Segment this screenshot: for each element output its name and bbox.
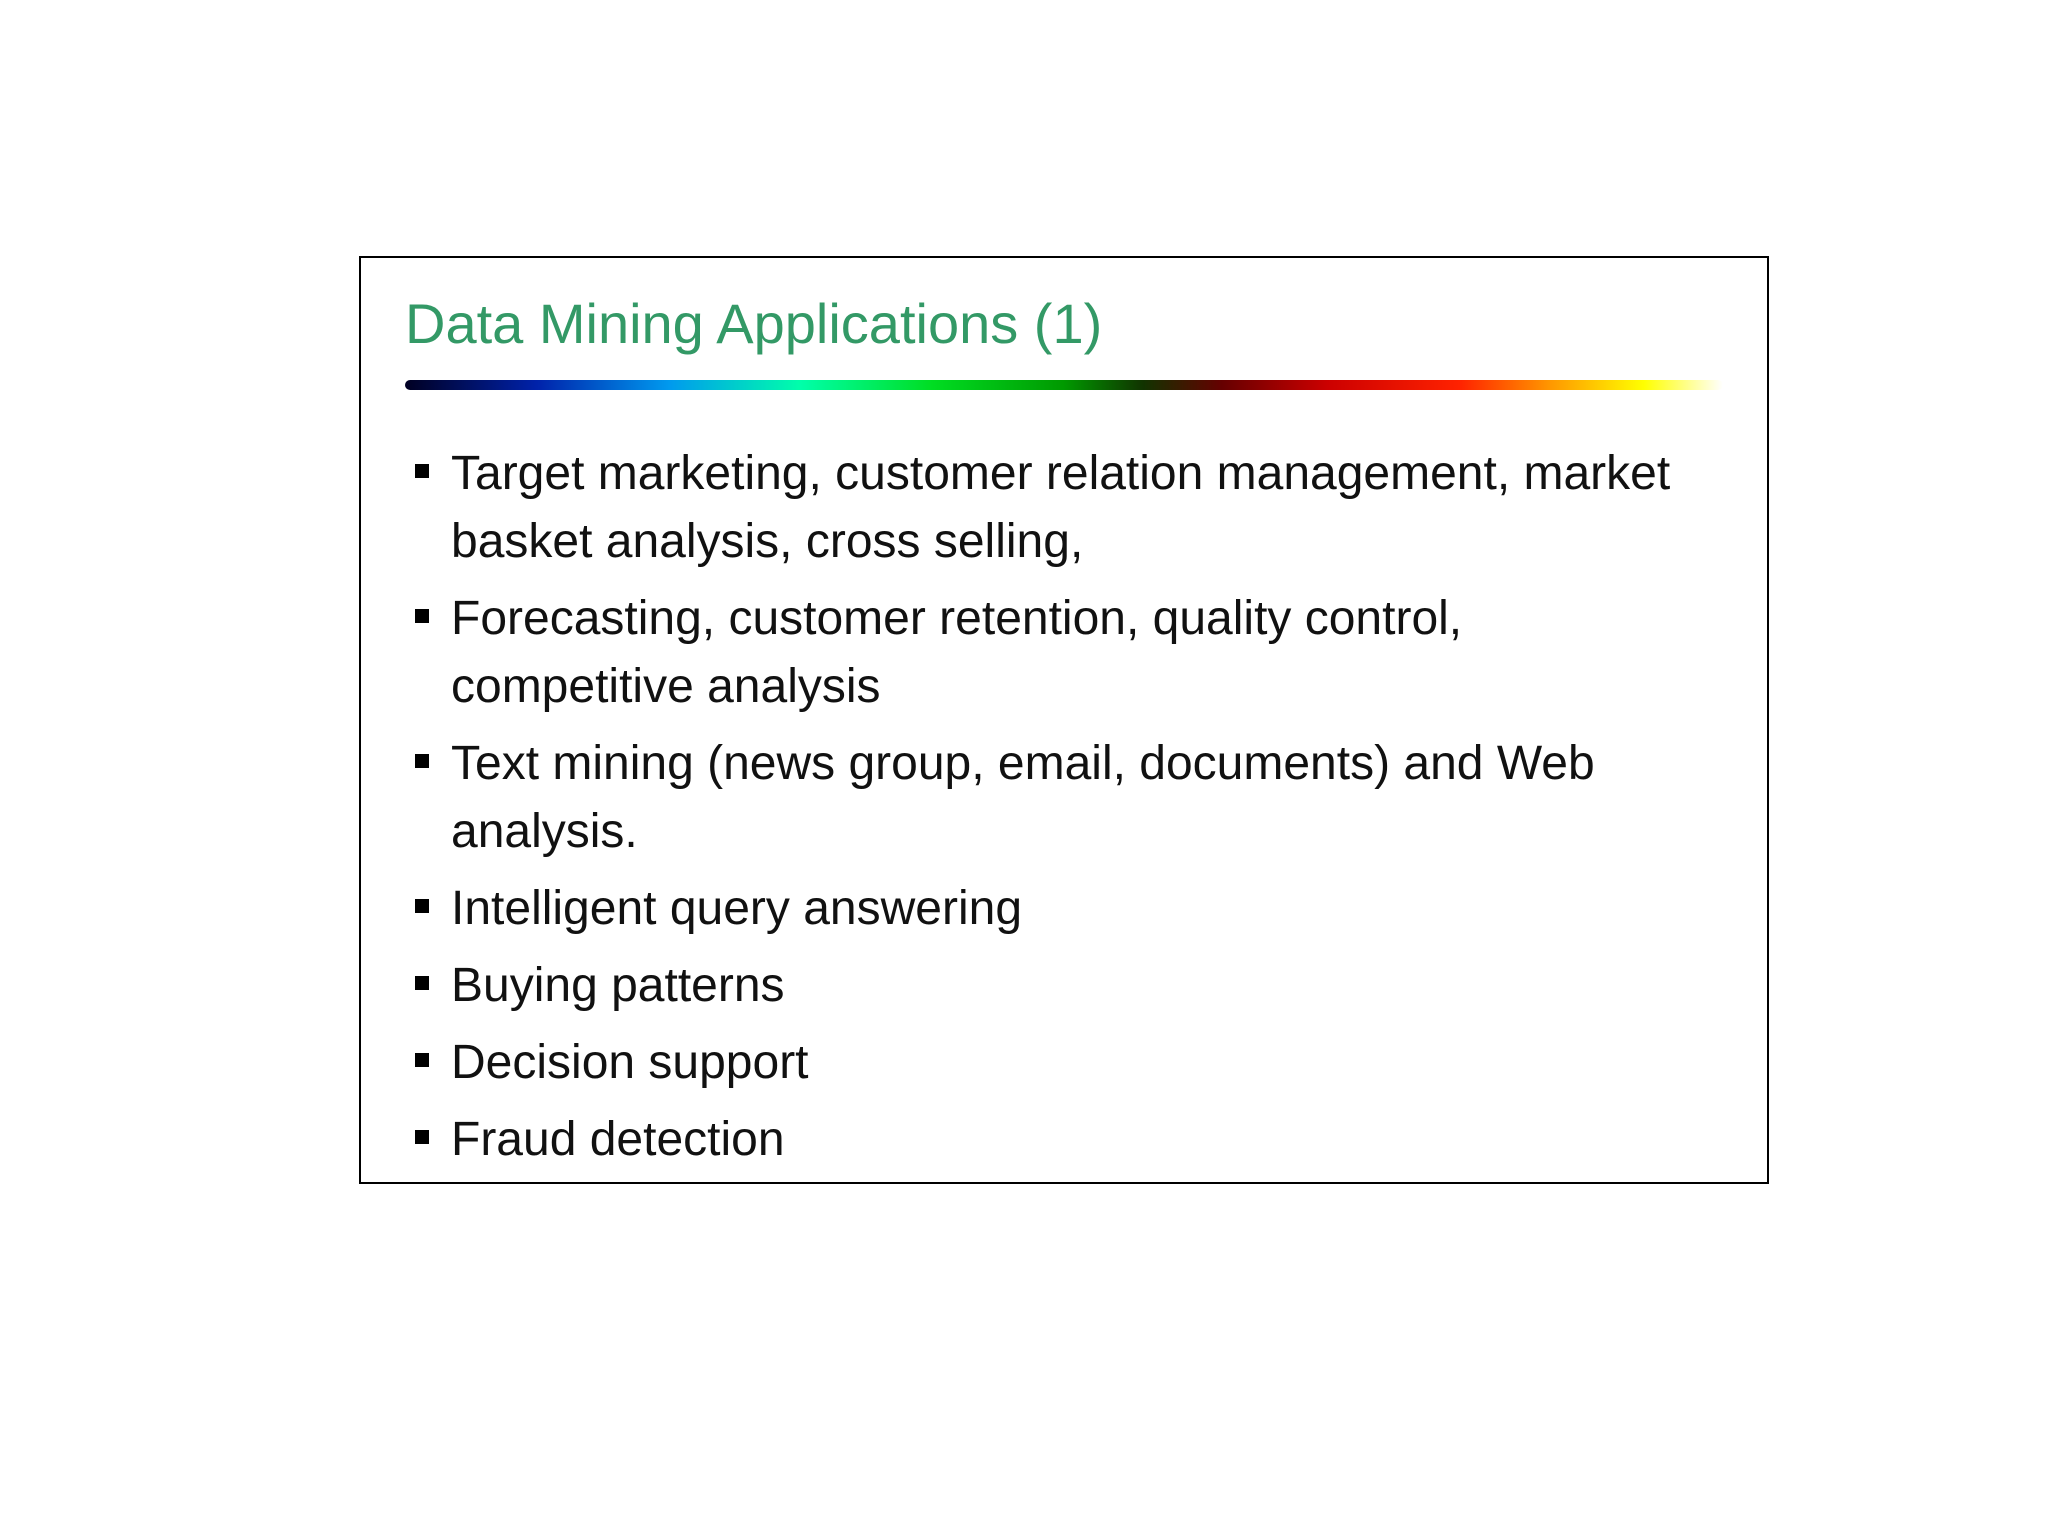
bullet-item <box>415 1029 1715 1097</box>
square-bullet-icon <box>415 899 429 913</box>
bullet-list <box>415 440 1715 1183</box>
square-bullet-icon <box>415 609 429 623</box>
bullet-item <box>415 952 1715 1020</box>
slide-title: Data Mining Applications (1) <box>405 292 1103 355</box>
bullet-item <box>415 1106 1715 1174</box>
square-bullet-icon <box>415 754 429 768</box>
bullet-text: Decision support <box>451 1036 809 1089</box>
bullet-item <box>415 730 1715 866</box>
bullet-item <box>415 440 1715 576</box>
square-bullet-icon <box>415 1130 429 1144</box>
bullet-text: Buying patterns <box>451 959 785 1012</box>
bullet-text: Target marketing, customer relation management, market basket analysis, cross selling, <box>451 447 1671 568</box>
bullet-text: Forecasting, customer retention, quality control, competitive analysis <box>451 592 1463 713</box>
square-bullet-icon <box>415 464 429 478</box>
square-bullet-icon <box>415 1053 429 1067</box>
rainbow-divider <box>405 380 1723 390</box>
bullet-text: Intelligent query answering <box>451 882 1023 935</box>
bullet-item <box>415 875 1715 943</box>
bullet-text: Fraud detection <box>451 1113 785 1166</box>
square-bullet-icon <box>415 976 429 990</box>
slide-frame <box>359 256 1769 1184</box>
bullet-item <box>415 585 1715 721</box>
bullet-text: Text mining (news group, email, documents) and Web analysis. <box>451 737 1595 858</box>
